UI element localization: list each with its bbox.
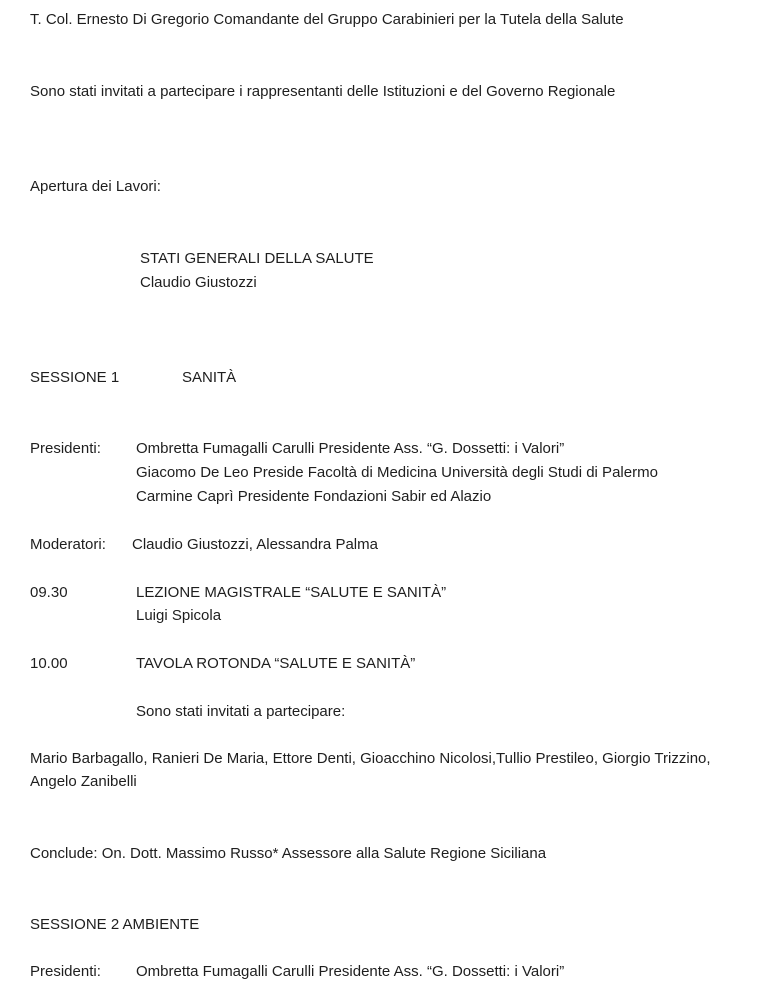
session1-moderators-label: Moderatori: (30, 536, 106, 553)
invited-institutions-text: Sono stati invitati a partecipare i rappresentanti delle Istituzioni e del Governo Regionale (30, 83, 616, 100)
session1-president-3: Carmine Caprì Presidente Fondazioni Sabir ed Alazio (136, 488, 492, 505)
session2-heading: SESSIONE 2 AMBIENTE (30, 916, 200, 933)
session1-president-2: Giacomo De Leo Preside Facoltà di Medicina Università degli Studi di Palermo (136, 464, 658, 481)
session2-presidents-label: Presidenti: (30, 963, 101, 980)
item1-time: 09.30 (30, 584, 68, 601)
item1-title: LEZIONE MAGISTRALE “SALUTE E SANITÀ” (136, 584, 447, 601)
session1-topic: SANITÀ (182, 369, 237, 386)
participants-line-2: Angelo Zanibelli (30, 773, 137, 790)
session1-label: SESSIONE 1 (30, 369, 120, 386)
opening-title: STATI GENERALI DELLA SALUTE (140, 250, 374, 267)
opening-label: Apertura dei Lavori: (30, 178, 161, 195)
header-line: T. Col. Ernesto Di Gregorio Comandante del Gruppo Carabinieri per la Tutela della Salute (30, 11, 624, 28)
participants-line-1: Mario Barbagallo, Ranieri De Maria, Ettore Denti, Gioacchino Nicolosi,Tullio Prestileo, Giorgio Trizzino, (30, 750, 711, 767)
session1-presidents-label: Presidenti: (30, 440, 101, 457)
item2-title: TAVOLA ROTONDA “SALUTE E SANITÀ” (136, 655, 416, 672)
session2-president-1: Ombretta Fumagalli Carulli Presidente Ass. “G. Dossetti: i Valori” (136, 963, 565, 980)
item2-time: 10.00 (30, 655, 68, 672)
session1-moderators: Claudio Giustozzi, Alessandra Palma (132, 536, 378, 553)
item1-speaker: Luigi Spicola (136, 607, 222, 624)
session1-president-1: Ombretta Fumagalli Carulli Presidente Ass. “G. Dossetti: i Valori” (136, 440, 565, 457)
concludes-text: Conclude: On. Dott. Massimo Russo* Assessore alla Salute Regione Siciliana (30, 845, 547, 862)
opening-speaker: Claudio Giustozzi (140, 274, 257, 291)
item2-invited-text: Sono stati invitati a partecipare: (136, 703, 346, 720)
